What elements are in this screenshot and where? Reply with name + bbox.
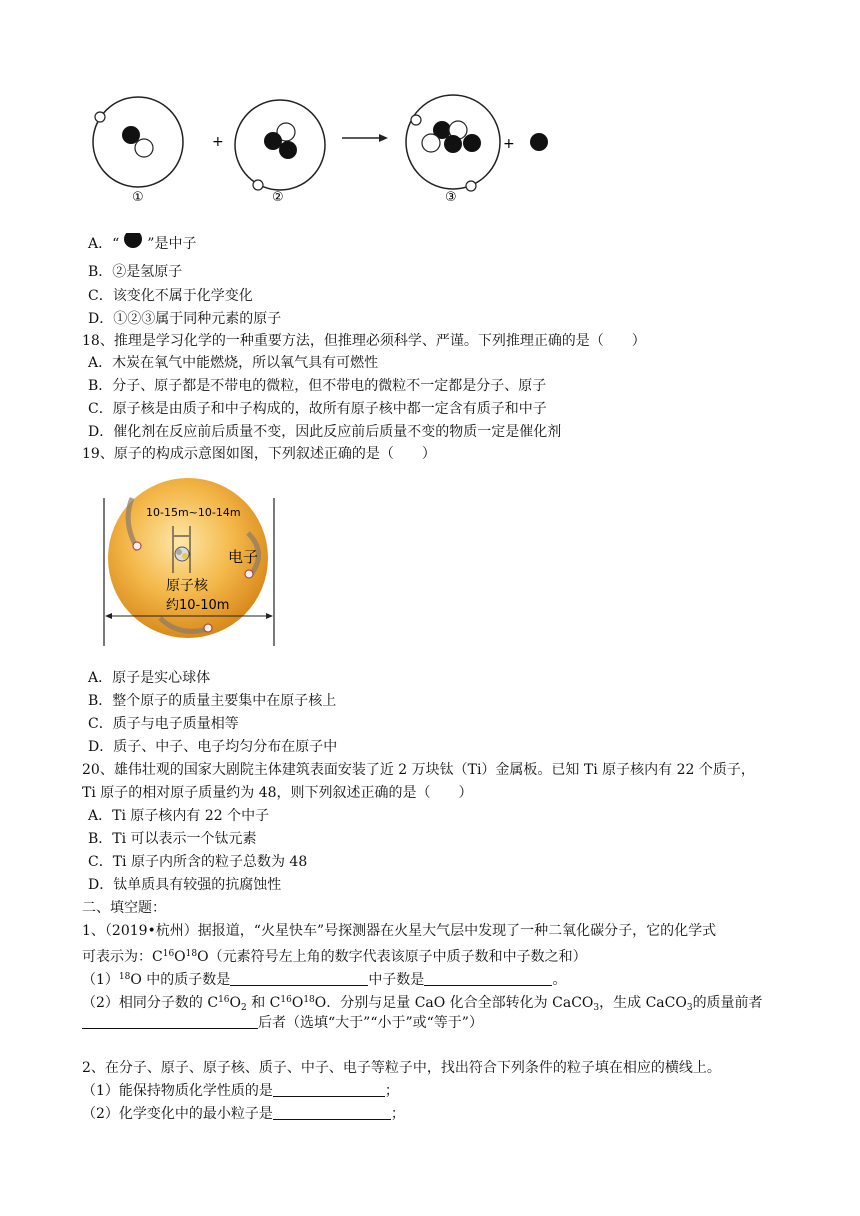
- q20-option-a[interactable]: A．Ti 原子核内有 22 个中子: [88, 808, 270, 824]
- atom3-neutron-2: [422, 134, 440, 152]
- nucleus-size-label: 10-15m~10-14m: [146, 506, 241, 519]
- q19-atom-structure-diagram: [100, 478, 280, 648]
- q18-option-d[interactable]: D．催化剂在反应前后质量不变，因此反应前后质量不变的物质一定是催化剂: [88, 424, 562, 440]
- fill1-part-2-line-2: 后者（选填“大于”“小于”或“等于”）: [82, 1014, 483, 1032]
- q19-option-c[interactable]: C．质子与电子质量相等: [88, 716, 239, 732]
- fill1-part-1: $(1)^{18}O$ 中的质子数是 中子数是 。: [82, 972, 567, 988]
- fill1-compare-blank[interactable]: [82, 1014, 258, 1029]
- fill1-stem-line-1: 1、（2019•杭州）据报道，“火星快车”号探测器在火星大气层中发现了一种二氧化碳分子，它的化学式: [82, 923, 717, 939]
- q20-stem-line-2: Ti 原子的相对原子质量约为 48，则下列叙述正确的是（ ）: [82, 785, 473, 801]
- q18-option-c[interactable]: C．原子核是由质子和中子构成的，故所有原子核中都一定含有质子和中子: [88, 401, 547, 417]
- free-particle: [530, 133, 548, 151]
- fill2-part-2: （2）化学变化中的最小粒子是 ；: [82, 1106, 405, 1122]
- q17-plus-1: +: [212, 134, 224, 150]
- atom3-proton-2: [444, 135, 462, 153]
- fill1-part-2: （2）相同分子数的 $C^{16}O_2$ 和 $C^{16}O^{18}O$．分别与足量 CaO 化合全部转化为 CaCO$_3$，生成 CaCO$_3$的质量前者: [82, 995, 763, 1013]
- q18-option-a[interactable]: A．木炭在氧气中能燃烧，所以氧气具有可燃性: [88, 355, 379, 371]
- fill2-molecule-blank[interactable]: [273, 1082, 385, 1097]
- section-2-heading: 二、填空题：: [82, 900, 166, 916]
- reaction-arrow-head: [379, 134, 388, 142]
- atom2-proton-2: [279, 141, 297, 159]
- q19-option-a[interactable]: A．原子是实心球体: [88, 670, 211, 686]
- atom2-proton-1: [264, 132, 282, 150]
- q20-option-d[interactable]: D．钛单质具有较强的抗腐蚀性: [88, 877, 282, 893]
- label-3: ③: [445, 190, 457, 205]
- nucleus-label: 原子核: [166, 578, 208, 594]
- q19-stem: 19、原子的构成示意图如图，下列叙述正确的是（ ）: [82, 446, 436, 462]
- q20-stem-line-1: 20、雄伟壮观的国家大剧院主体建筑表面安装了近 2 万块钛（Ti）金属板。已知 Ti 原子核内有 22 个质子，: [82, 762, 755, 778]
- q17-option-d[interactable]: D．①②③属于同种元素的原子: [88, 311, 282, 327]
- atom3-electron-1: [411, 115, 421, 125]
- electron-2: [245, 570, 253, 578]
- atom1-electron: [95, 112, 105, 122]
- q20-option-c[interactable]: C．Ti 原子内所含的粒子总数为 48: [88, 854, 308, 870]
- fill2-stem: 2、在分子、原子、原子核、质子、中子、电子等粒子中，找出符合下列条件的粒子填在相应的横线上。: [82, 1060, 721, 1076]
- atom1-neutron: [135, 139, 153, 157]
- atom-size-label: 约10-10m: [166, 598, 230, 613]
- black-particle-icon: [121, 233, 145, 251]
- q17-plus-2: +: [503, 136, 515, 152]
- atom3-proton-3: [463, 134, 481, 152]
- fill1-stem-line-2: 可表示为：$C^{16}O^{18}O$（元素符号左上角的数字代表该原子中质子数和中子数之和）: [82, 949, 587, 965]
- electron-1: [133, 542, 141, 550]
- q20-option-b[interactable]: B．Ti 可以表示一个钛元素: [88, 831, 257, 847]
- label-2: ②: [272, 190, 284, 205]
- q19-option-b[interactable]: B．整个原子的质量主要集中在原子核上: [88, 693, 337, 709]
- electron-3: [204, 624, 212, 632]
- q19-option-d[interactable]: D．质子、中子、电子均匀分布在原子中: [88, 739, 338, 755]
- atom3-electron-2: [466, 181, 476, 191]
- fill2-part-1: （1）能保持物质化学性质的是 ；: [82, 1083, 399, 1099]
- fill1-proton-blank[interactable]: [230, 971, 368, 986]
- nucleus-particle-1: [176, 549, 182, 555]
- label-1: ①: [132, 190, 144, 205]
- atom2-electron: [253, 180, 263, 190]
- q17-option-a[interactable]: A．“ ”是中子: [88, 233, 196, 253]
- q17-atom-diagram: [80, 90, 560, 210]
- q17-option-c[interactable]: C．该变化不属于化学变化: [88, 288, 253, 304]
- fill2-smallest-blank[interactable]: [273, 1105, 391, 1120]
- nucleus-particle-2: [182, 553, 188, 559]
- fill1-neutron-blank[interactable]: [424, 971, 552, 986]
- electron-label: 电子: [228, 548, 259, 566]
- q18-stem: 18、推理是学习化学的一种重要方法，但推理必须科学、严谨。下列推理正确的是（ ）: [82, 333, 646, 349]
- q17-option-b[interactable]: B．②是氢原子: [88, 264, 183, 280]
- q18-option-b[interactable]: B．分子、原子都是不带电的微粒，但不带电的微粒不一定都是分子、原子: [88, 378, 547, 394]
